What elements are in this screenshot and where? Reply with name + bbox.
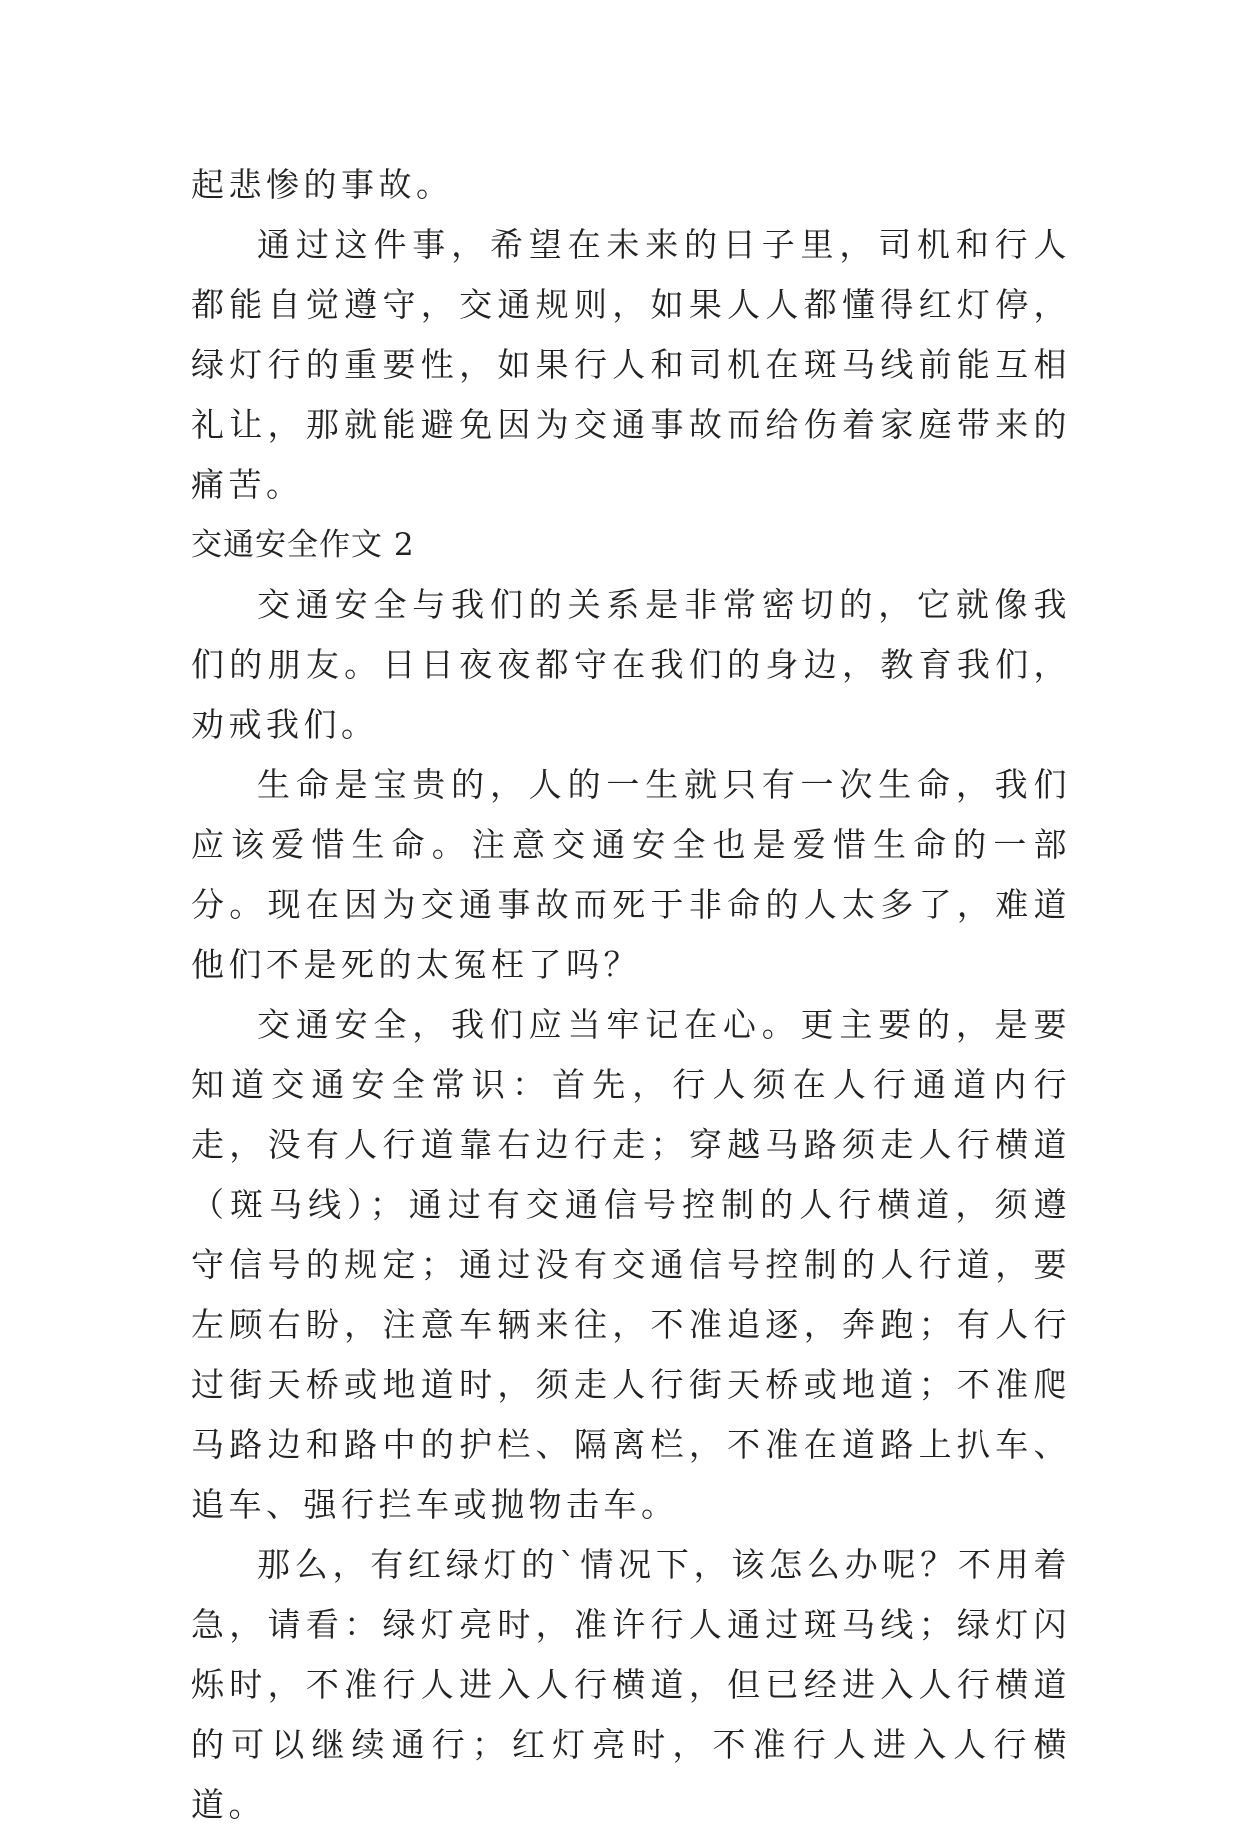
section-heading: 交通安全作文 2 bbox=[191, 527, 415, 563]
paragraph-safety-friend: 交通安全与我们的关系是非常密切的，它就像我们的朋友。日日夜夜都守在我们的身边，教育我们，劝戒我们。 bbox=[191, 585, 1071, 744]
document-body bbox=[191, 155, 1071, 1835]
paragraph-traffic-rules-hope: 通过这件事，希望在未来的日子里，司机和行人都能自觉遵守，交通规则，如果人人都懂得红灯停，绿灯行的重要性，如果行人和司机在斑马线前能互相礼让，那就能避免因为交通事故而给伤着家庭带来的痛苦。 bbox=[191, 225, 1071, 504]
paragraph-traffic-lights: 那么，有红绿灯的`情况下，该怎么办呢？不用着急，请看：绿灯亮时，准许行人通过斑马线；绿灯闪烁时，不准行人进入人行横道，但已经进入人行横道的可以继续通行；红灯亮时，不准行人进入人行横道。 bbox=[191, 1545, 1071, 1824]
paragraph-continuation: 起悲惨的事故。 bbox=[191, 165, 454, 204]
paragraph-cherish-life: 生命是宝贵的，人的一生就只有一次生命，我们应该爱惜生命。注意交通安全也是爱惜生命的一部分。现在因为交通事故而死于非命的人太多了，难道他们不是死的太冤枉了吗？ bbox=[191, 765, 1071, 984]
paragraph-safety-knowledge: 交通安全，我们应当牢记在心。更主要的，是要知道交通安全常识：首先，行人须在人行通道内行走，没有人行道靠右边行走；穿越马路须走人行横道（斑马线）；通过有交通信号控制的人行横道，须遵守信号的规定；通过没有交通信号控制的人行道，要左顾右盼，注意车辆来往，不准追逐，奔跑；有人行过街天桥或地道时，须走人行街天桥或地道；不准爬马路边和路中的护栏、隔离栏，不准在道路上扒车、追车、强行拦车或抛物击车。 bbox=[191, 1005, 1071, 1524]
